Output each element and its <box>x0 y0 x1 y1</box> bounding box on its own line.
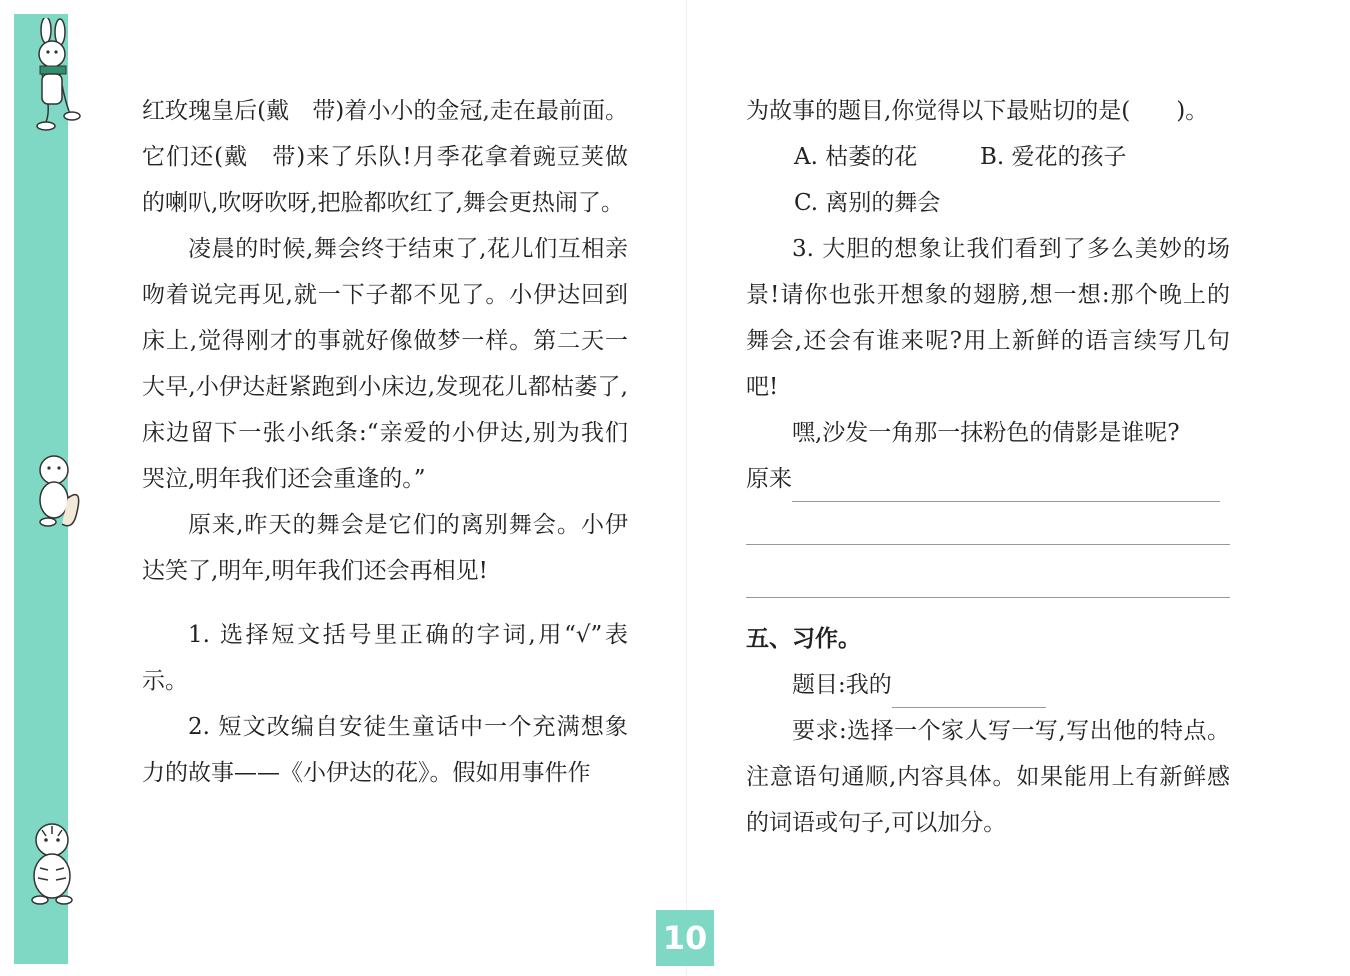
section-5-heading: 五、习作。 <box>746 625 861 652</box>
option-b[interactable]: B. 爱花的孩子 <box>980 144 1127 170</box>
answer-line-3[interactable] <box>746 545 1230 598</box>
tiger-icon <box>16 812 88 912</box>
answer-line-start <box>746 456 1230 502</box>
option-a[interactable]: A. 枯萎的花 <box>794 144 918 170</box>
right-column <box>746 88 1230 846</box>
question-2: 2. 短文改编自安徒生童话中一个充满想象力的故事——《小伊达的花》。假如用事件作 <box>142 714 628 786</box>
composition-requirement: 要求:选择一个家人写一写,写出他的特点。注意语句通顺,内容具体。如果能用上有新鲜感的词语或句子,可以加分。 <box>746 718 1230 836</box>
page-fold <box>686 0 687 976</box>
answer-prefix: 原来 <box>746 466 792 492</box>
squirrel-icon <box>18 446 88 536</box>
left-column <box>142 88 628 796</box>
options-row-1 <box>746 134 1230 180</box>
paragraph-2: 凌晨的时候,舞会终于结束了,花儿们互相亲吻着说完再见,就一下子都不见了。小伊达回到床上,觉得刚才的事就好像做梦一样。第二天一大早,小伊达赶紧跑到小床边,发现花儿都枯萎了,床边留下一张小纸条:“亲爱的小伊达,别为我们哭泣,明年我们还会重逢的。” <box>142 236 628 492</box>
question-1: 1. 选择短文括号里正确的字词,用“√”表示。 <box>142 622 628 694</box>
topic-blank[interactable] <box>892 673 1046 708</box>
composition-topic <box>746 662 1230 708</box>
topic-label: 题目:我的 <box>792 672 892 698</box>
question-3-prompt: 嘿,沙发一角那一抹粉色的倩影是谁呢? <box>792 420 1180 446</box>
answer-line-1[interactable] <box>792 467 1220 502</box>
paragraph-3: 原来,昨天的舞会是它们的离别舞会。小伊达笑了,明年,明年我们还会再相见! <box>142 512 628 584</box>
paragraph-1: 红玫瑰皇后(戴 带)着小小的金冠,走在最前面。它们还(戴 带)来了乐队!月季花拿着豌豆荚做的喇叭,吹呀吹呀,把脸都吹红了,舞会更热闹了。 <box>142 98 628 216</box>
rabbit-icon <box>16 18 86 138</box>
spacer <box>142 594 628 612</box>
question-3: 3. 大胆的想象让我们看到了多么美妙的场景!请你也张开想象的翅膀,想一想:那个晚上的舞会,还会有谁来呢?用上新鲜的语言续写几句吧! <box>746 236 1230 400</box>
question-2-continued: 为故事的题目,你觉得以下最贴切的是( )。 <box>746 98 1209 124</box>
option-c[interactable]: C. 离别的舞会 <box>794 190 941 216</box>
page-number: 10 <box>656 910 714 966</box>
